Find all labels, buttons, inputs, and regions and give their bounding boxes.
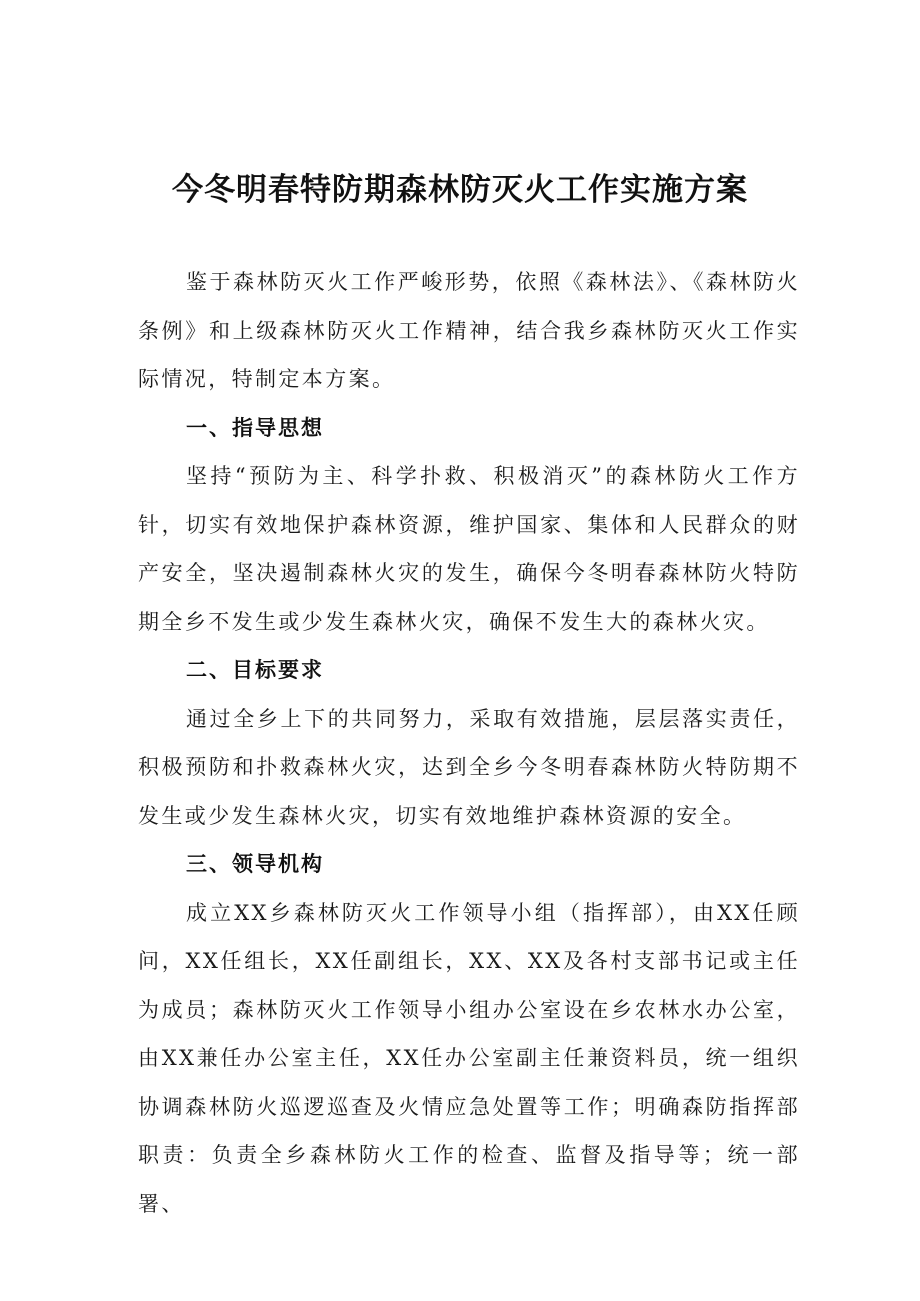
document-title: 今冬明春特防期森林防灭火工作实施方案 xyxy=(172,172,748,208)
section-paragraph-leadership: 成立XX乡森林防灭火工作领导小组（指挥部），由XX任顾问，XX任组长，XX任副组长，XX、XX及各村支部书记或主任为成员；森林防灭火工作领导小组办公室设在乡农林水办公室，由XX兼任办公室主任，XX任办公室副主任兼资料员，统一组织协调森林防火巡逻巡查及火情应急处置等工作；明确森防指挥部职责：负责全乡森林防火工作的检查、监督及指导等；统一部署、 xyxy=(138,900,800,1216)
section-paragraph-objectives: 通过全乡上下的共同努力，采取有效措施，层层落实责任，积极预防和扑救森林火灾，达到全乡今冬明春森林防火特防期不发生或少发生森林火灾，切实有效地维护森林资源的安全。 xyxy=(138,706,800,828)
section-heading-objectives: 二、目标要求 xyxy=(186,658,324,682)
document-body xyxy=(138,258,800,1228)
section-paragraph-guiding-ideology: 坚持“预防为主、科学扑救、积极消灭”的森林防火工作方针，切实有效地保护森林资源，维护国家、集体和人民群众的财产安全，坚决遏制森林火灾的发生，确保今冬明春森林防火特防期全乡不发生或少发生森林火灾，确保不发生大的森林火灾。 xyxy=(138,464,800,634)
section-heading-guiding-ideology: 一、指导思想 xyxy=(186,415,324,440)
intro-paragraph: 鉴于森林防灭火工作严峻形势，依照《森林法》、《森林防火条例》和上级森林防灭火工作精神，结合我乡森林防灭火工作实际情况，特制定本方案。 xyxy=(138,270,800,391)
section-heading-leadership: 三、领导机构 xyxy=(186,852,324,876)
